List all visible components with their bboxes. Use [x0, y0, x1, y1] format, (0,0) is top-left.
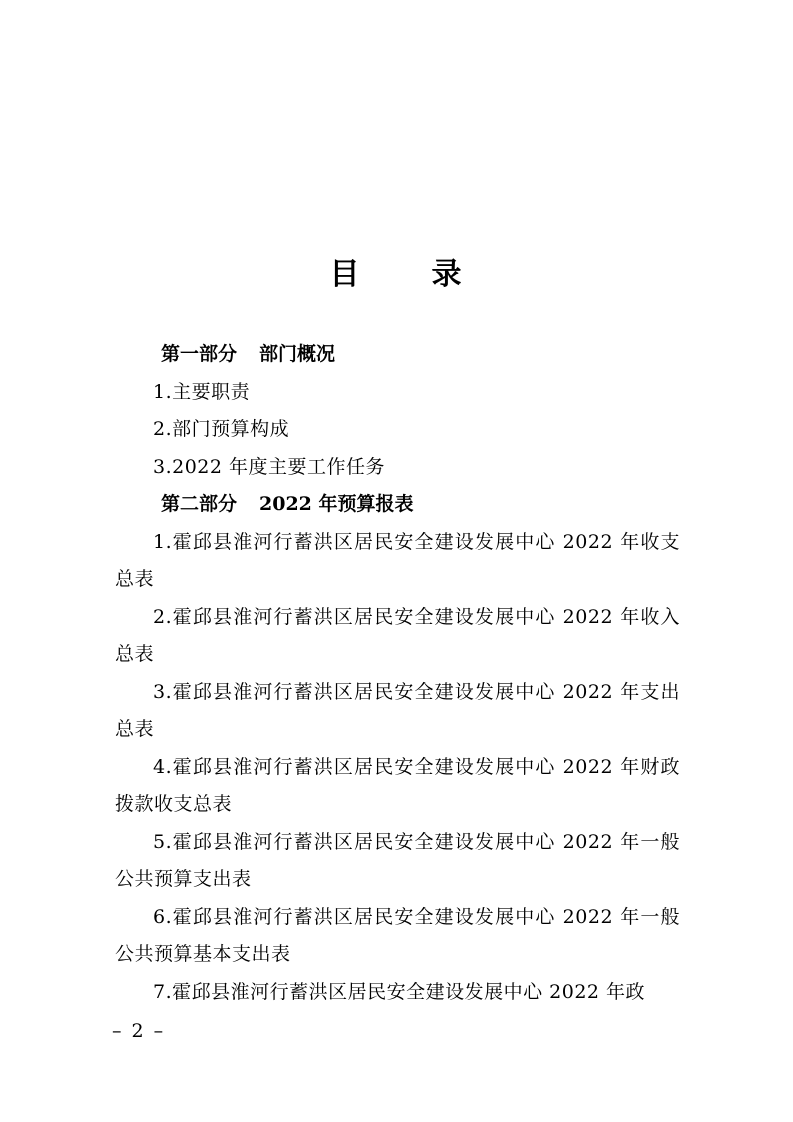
section-heading-part-2	[115, 486, 680, 524]
toc-item: 2.部门预算构成	[153, 418, 290, 440]
toc-item: 3.霍邱县淮河行蓄洪区居民安全建设发展中心 2022 年支出总表	[115, 680, 680, 740]
toc-item: 6.霍邱县淮河行蓄洪区居民安全建设发展中心 2022 年一般公共预算基本支出表	[115, 905, 680, 965]
page-title	[0, 250, 793, 300]
section-name: 2022 年预算报表	[259, 493, 414, 515]
table-of-contents	[115, 336, 680, 1011]
section-heading-part-1	[115, 336, 680, 374]
toc-item: 7.霍邱县淮河行蓄洪区居民安全建设发展中心 2022 年政	[153, 980, 646, 1003]
toc-item: 1.霍邱县淮河行蓄洪区居民安全建设发展中心 2022 年收支总表	[115, 530, 680, 590]
section-name: 部门概况	[259, 343, 336, 365]
toc-item: 1.主要职责	[153, 380, 251, 403]
toc-item: 2.霍邱县淮河行蓄洪区居民安全建设发展中心 2022 年收入总表	[115, 605, 680, 665]
section-label: 第一部分	[161, 343, 238, 365]
page-number: – 2 –	[112, 1020, 166, 1042]
toc-item: 5.霍邱县淮河行蓄洪区居民安全建设发展中心 2022 年一般公共预算支出表	[115, 830, 680, 890]
title-char-1: 目	[329, 257, 362, 292]
toc-item: 3.2022 年度主要工作任务	[153, 455, 386, 478]
section-label: 第二部分	[161, 493, 238, 515]
title-char-2: 录	[431, 257, 464, 292]
toc-item: 4.霍邱县淮河行蓄洪区居民安全建设发展中心 2022 年财政拨款收支总表	[115, 755, 680, 815]
